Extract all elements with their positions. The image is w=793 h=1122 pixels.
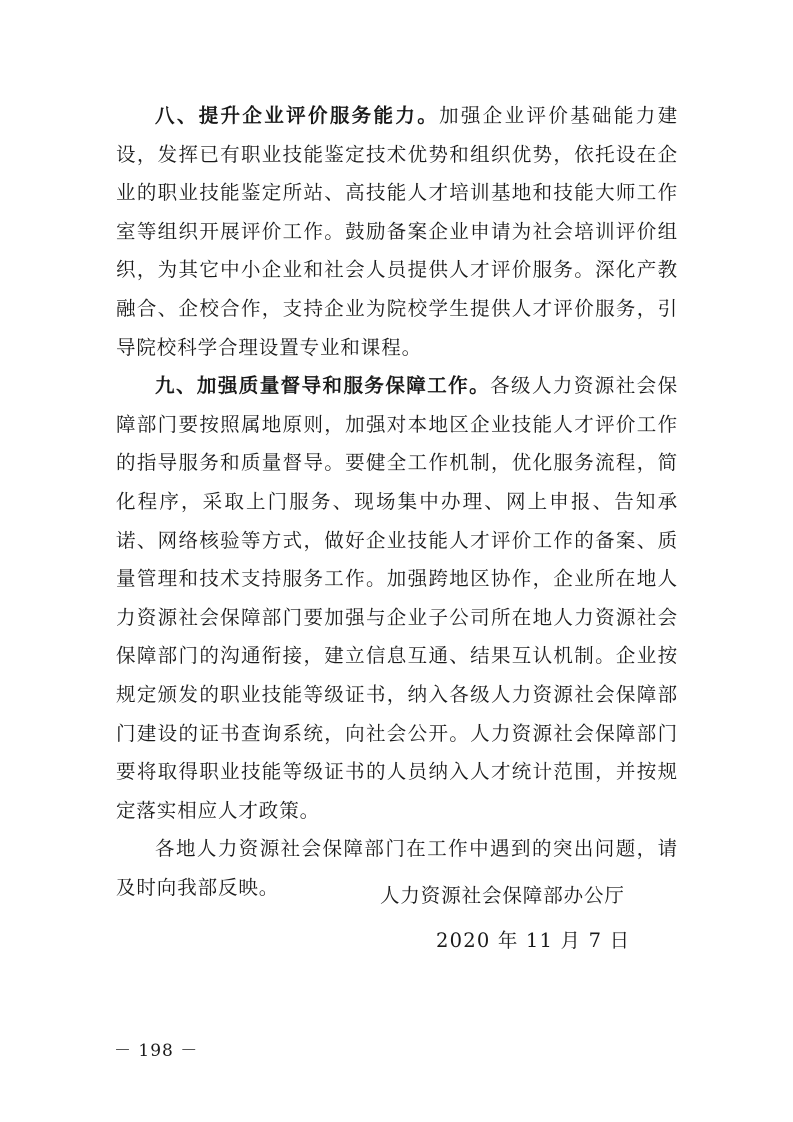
paragraph-heading: 八、提升企业评价服务能力。: [155, 104, 440, 127]
paragraph-quality-supervision: [116, 367, 678, 830]
issue-date: 2020 年 11 月 7 日: [436, 929, 631, 952]
paragraph-enhance-evaluation-capacity: [116, 97, 678, 367]
paragraph-text: 各地人力资源社会保障部门在工作中遇到的突出问题，请及时向我部反映。: [116, 837, 678, 899]
paragraph-text: 加强企业评价基础能力建设，发挥已有职业技能鉴定技术优势和组织优势，依托设在企业的职业技能鉴定所站、高技能人才培训基地和技能大师工作室等组织开展评价工作。鼓励备案企业申请为社会培训评价组织，为其它中小企业和社会人员提供人才评价服务。深化产教融合、企校合作，支持企业为院校学生提供人才评价服务，引导院校科学合理设置专业和课程。: [116, 104, 678, 359]
page-number: － 198 －: [114, 1041, 199, 1061]
paragraph-heading: 九、加强质量督导和服务保障工作。: [155, 374, 491, 398]
paragraph-text: 各级人力资源社会保障部门要按照属地原则，加强对本地区企业技能人才评价工作的指导服务和质量督导。要健全工作机制，优化服务流程，简化程序，采取上门服务、现场集中办理、网上申报、告知承诺、网络核验等方式，做好企业技能人才评价工作的备案、质量管理和技术支持服务工作。加强跨地区协作，企业所在地人力资源社会保障部门要加强与企业子公司所在地人力资源社会保障部门的沟通衔接，建立信息互通、结果互认机制。企业按规定颁发的职业技能等级证书，纳入各级人力资源社会保障部门建设的证书查询系统，向社会公开。人力资源社会保障部门要将取得职业技能等级证书的人员纳入人才统计范围，并按规定落实相应人才政策。: [116, 374, 678, 822]
issuer-signature: 人力资源社会保障部办公厅: [380, 884, 625, 907]
document-body: [116, 97, 678, 907]
